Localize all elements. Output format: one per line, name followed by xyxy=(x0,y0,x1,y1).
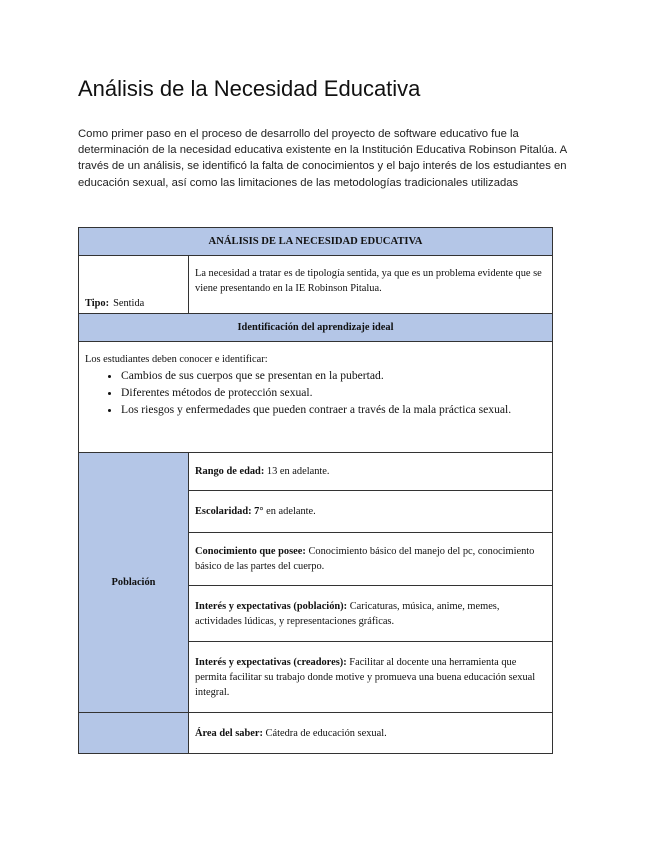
population-row xyxy=(189,533,553,586)
table-title: ANÁLISIS DE LA NECESIDAD EDUCATIVA xyxy=(79,228,553,256)
population-row xyxy=(189,491,553,533)
section-heading: Análisis de la Necesidad Educativa xyxy=(78,76,421,101)
tipo-label: Tipo: xyxy=(85,298,110,309)
population-row xyxy=(189,642,553,713)
attr-label: Interés y expectativas (población): xyxy=(195,600,348,612)
population-row xyxy=(189,586,553,642)
area-value: Cátedra de educación sexual. xyxy=(265,727,387,739)
attr-value: en adelante. xyxy=(266,506,316,517)
area-row xyxy=(189,713,553,754)
attr-label: Escolaridad: 7° xyxy=(195,506,264,517)
list-item: • Los riesgos y enfermedades que pueden contraer a través de la mala práctica sexual. xyxy=(121,401,546,418)
attr-label: Conocimiento que posee: xyxy=(195,546,306,557)
attr-value: Caricaturas, música, anime, memes, actividades lúdicas, y representaciones gráficas. xyxy=(195,600,500,627)
ideal-list xyxy=(85,367,546,418)
ideal-header: Identificación del aprendizaje ideal xyxy=(79,314,553,342)
poblacion-label: Población xyxy=(79,453,189,713)
tipo-cell xyxy=(79,256,189,314)
attr-value: Facilitar al docente una herramienta que permita facilitar su trabajo donde motive y promueva una buena educación sexual integral. xyxy=(195,656,536,698)
attr-value: 13 en adelante. xyxy=(266,466,330,477)
attr-label: Interés y expectativas (creadores): xyxy=(195,656,347,668)
intro-paragraph: Como primer paso en el proceso de desarrollo del proyecto de software educativo fue la determinación de la necesidad educativa existente en la Institución Educativa Robinson Pitalúa. A través de un análisis, se identificó la falta de conocimientos y el bajo interés de los estudiantes en educación sexual, así como las limitaciones de las metodologías tradicionales utilizadas xyxy=(78,128,567,189)
tipo-description: La necesidad a tratar es de tipología sentida, ya que es un problema evidente que se viene presentando en la IE Robinson Pitalua. xyxy=(189,256,553,314)
empty-label-cell xyxy=(79,713,189,754)
list-item: • Cambios de sus cuerpos que se presentan en la pubertad. xyxy=(121,367,546,384)
population-row xyxy=(189,453,553,491)
attr-label: Rango de edad: xyxy=(195,466,265,477)
ideal-intro: Los estudiantes deben conocer e identificar: xyxy=(85,354,268,365)
ideal-learning-cell xyxy=(79,342,553,453)
list-item: • Diferentes métodos de protección sexual. xyxy=(121,384,546,401)
attr-value: Conocimiento básico del manejo del pc, conocimiento básico de las partes del cuerpo. xyxy=(195,546,535,572)
analysis-table xyxy=(78,227,553,754)
area-label: Área del saber: xyxy=(195,727,263,739)
tipo-value: Sentida xyxy=(113,298,145,309)
